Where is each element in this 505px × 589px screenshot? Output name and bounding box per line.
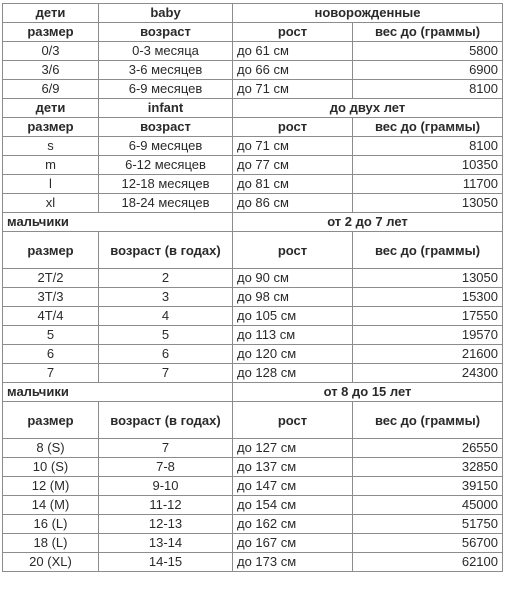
cell-weight: 13050	[353, 269, 503, 288]
cell-age: 5	[99, 326, 233, 345]
table-row	[3, 61, 503, 80]
cell-weight: 39150	[353, 477, 503, 496]
cell-weight: 11700	[353, 175, 503, 194]
cell-height: до 167 см	[233, 534, 353, 553]
cell-size: l	[3, 175, 99, 194]
cell-size: 10 (S)	[3, 458, 99, 477]
cell-height: до 61 см	[233, 42, 353, 61]
section-range: от 2 до 7 лет	[233, 213, 503, 232]
cell-height: до 90 см	[233, 269, 353, 288]
cell-weight: 13050	[353, 194, 503, 213]
table-row	[3, 496, 503, 515]
cell-height: до 113 см	[233, 326, 353, 345]
cell-weight: 56700	[353, 534, 503, 553]
cell-weight: 24300	[353, 364, 503, 383]
cell-age: 3-6 месяцев	[99, 61, 233, 80]
header-age: возраст	[99, 23, 233, 42]
cell-size: 3/6	[3, 61, 99, 80]
cell-weight: 6900	[353, 61, 503, 80]
size-chart-table	[2, 3, 503, 572]
section-range: от 8 до 15 лет	[233, 383, 503, 402]
header-weight: вес до (граммы)	[353, 23, 503, 42]
table-row	[3, 477, 503, 496]
cell-height: до 173 см	[233, 553, 353, 572]
cell-age: 7	[99, 439, 233, 458]
column-header-row	[3, 118, 503, 137]
cell-weight: 62100	[353, 553, 503, 572]
cell-height: до 105 см	[233, 307, 353, 326]
cell-size: 18 (L)	[3, 534, 99, 553]
table-row	[3, 364, 503, 383]
header-size: размер	[3, 118, 99, 137]
cell-height: до 128 см	[233, 364, 353, 383]
table-row	[3, 42, 503, 61]
cell-age: 3	[99, 288, 233, 307]
cell-weight: 15300	[353, 288, 503, 307]
header-size: размер	[3, 402, 99, 439]
table-row	[3, 156, 503, 175]
cell-height: до 127 см	[233, 439, 353, 458]
cell-weight: 5800	[353, 42, 503, 61]
cell-age: 12-13	[99, 515, 233, 534]
cell-height: до 120 см	[233, 345, 353, 364]
cell-weight: 17550	[353, 307, 503, 326]
table-row	[3, 269, 503, 288]
cell-size: 7	[3, 364, 99, 383]
table-row	[3, 439, 503, 458]
section-category: дети	[3, 4, 99, 23]
header-size: размер	[3, 232, 99, 269]
header-height: рост	[233, 23, 353, 42]
cell-age: 18-24 месяцев	[99, 194, 233, 213]
cell-size: 2T/2	[3, 269, 99, 288]
cell-height: до 86 см	[233, 194, 353, 213]
header-size: размер	[3, 23, 99, 42]
header-weight: вес до (граммы)	[353, 118, 503, 137]
cell-weight: 51750	[353, 515, 503, 534]
section-label: infant	[99, 99, 233, 118]
cell-age: 13-14	[99, 534, 233, 553]
section-title-row	[3, 383, 503, 402]
section-title-row	[3, 99, 503, 118]
cell-size: 14 (M)	[3, 496, 99, 515]
cell-weight: 19570	[353, 326, 503, 345]
table-row	[3, 515, 503, 534]
cell-size: 5	[3, 326, 99, 345]
cell-height: до 77 см	[233, 156, 353, 175]
header-height: рост	[233, 232, 353, 269]
table-row	[3, 175, 503, 194]
cell-age: 14-15	[99, 553, 233, 572]
header-weight: вес до (граммы)	[353, 402, 503, 439]
cell-age: 4	[99, 307, 233, 326]
cell-height: до 81 см	[233, 175, 353, 194]
cell-height: до 154 см	[233, 496, 353, 515]
cell-size: s	[3, 137, 99, 156]
section-category: мальчики	[3, 383, 233, 402]
section-label: baby	[99, 4, 233, 23]
cell-size: 12 (M)	[3, 477, 99, 496]
section-category: мальчики	[3, 213, 233, 232]
cell-size: m	[3, 156, 99, 175]
header-age: возраст	[99, 118, 233, 137]
column-header-row	[3, 232, 503, 269]
cell-size: 4T/4	[3, 307, 99, 326]
cell-weight: 45000	[353, 496, 503, 515]
cell-age: 12-18 месяцев	[99, 175, 233, 194]
table-row	[3, 345, 503, 364]
cell-size: 0/3	[3, 42, 99, 61]
size-chart-body	[3, 4, 503, 572]
column-header-row	[3, 402, 503, 439]
table-row	[3, 326, 503, 345]
cell-size: 20 (XL)	[3, 553, 99, 572]
cell-age: 6	[99, 345, 233, 364]
cell-age: 2	[99, 269, 233, 288]
section-range: новорожденные	[233, 4, 503, 23]
header-height: рост	[233, 402, 353, 439]
table-row	[3, 553, 503, 572]
section-title-row	[3, 4, 503, 23]
cell-age: 6-9 месяцев	[99, 80, 233, 99]
cell-age: 7	[99, 364, 233, 383]
cell-weight: 8100	[353, 80, 503, 99]
cell-weight: 8100	[353, 137, 503, 156]
cell-height: до 66 см	[233, 61, 353, 80]
cell-weight: 26550	[353, 439, 503, 458]
cell-height: до 71 см	[233, 137, 353, 156]
table-row	[3, 534, 503, 553]
cell-height: до 147 см	[233, 477, 353, 496]
cell-age: 7-8	[99, 458, 233, 477]
header-age: возраст (в годах)	[99, 232, 233, 269]
cell-size: 16 (L)	[3, 515, 99, 534]
table-row	[3, 307, 503, 326]
cell-size: 6	[3, 345, 99, 364]
section-title-row	[3, 213, 503, 232]
table-row	[3, 288, 503, 307]
cell-age: 6-9 месяцев	[99, 137, 233, 156]
header-age: возраст (в годах)	[99, 402, 233, 439]
cell-height: до 137 см	[233, 458, 353, 477]
cell-age: 6-12 месяцев	[99, 156, 233, 175]
header-weight: вес до (граммы)	[353, 232, 503, 269]
table-row	[3, 194, 503, 213]
cell-weight: 32850	[353, 458, 503, 477]
cell-weight: 10350	[353, 156, 503, 175]
cell-height: до 71 см	[233, 80, 353, 99]
table-row	[3, 137, 503, 156]
header-height: рост	[233, 118, 353, 137]
cell-size: 8 (S)	[3, 439, 99, 458]
cell-size: 6/9	[3, 80, 99, 99]
section-range: до двух лет	[233, 99, 503, 118]
cell-weight: 21600	[353, 345, 503, 364]
section-category: дети	[3, 99, 99, 118]
table-row	[3, 458, 503, 477]
cell-size: xl	[3, 194, 99, 213]
column-header-row	[3, 23, 503, 42]
table-row	[3, 80, 503, 99]
cell-age: 11-12	[99, 496, 233, 515]
cell-age: 9-10	[99, 477, 233, 496]
cell-age: 0-3 месяца	[99, 42, 233, 61]
cell-height: до 98 см	[233, 288, 353, 307]
cell-size: 3T/3	[3, 288, 99, 307]
cell-height: до 162 см	[233, 515, 353, 534]
